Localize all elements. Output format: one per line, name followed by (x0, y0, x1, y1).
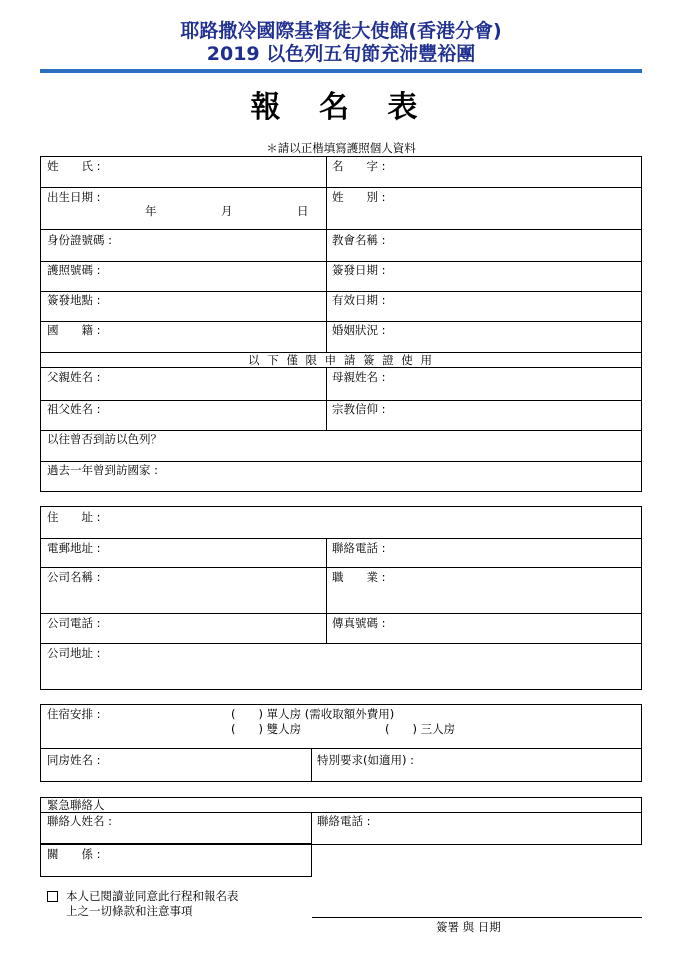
emergency-contact-phone-field[interactable]: 聯絡電話 : (317, 814, 371, 828)
company-phone-field[interactable]: 公司電話 : (47, 616, 101, 630)
passport-number-field[interactable]: 護照號碼 : (47, 263, 101, 277)
agreement-text-line2: 上之一切條款和注意事項 (66, 904, 193, 918)
single-room-option[interactable]: ( ) 單人房 (需收取額外費用) (231, 707, 395, 721)
form-title: 報 名 表 (250, 90, 432, 125)
visa-only-heading: 以 下 僅 限 申 請 簽 證 使 用 (248, 353, 434, 367)
fax-field[interactable]: 傳真號碼 : (332, 616, 386, 630)
header-rule (40, 69, 642, 73)
signature-line[interactable] (312, 917, 642, 918)
dob-month-label: 月 (221, 204, 233, 218)
dob-day-label: 日 (297, 204, 309, 218)
instruction-note: ＊請以正楷填寫護照個人資料 (266, 141, 416, 155)
id-number-field[interactable]: 身份證號碼 : (47, 233, 113, 247)
date-of-birth-field[interactable]: 出生日期 : (47, 190, 101, 204)
dob-year-label: 年 (145, 204, 157, 218)
trip-title: 2019 以色列五旬節充沛豐裕團 (206, 43, 476, 65)
accommodation-table (40, 704, 642, 782)
contact-info-table (40, 506, 642, 690)
agreement-text-line1: 本人已閱讀並同意此行程和報名表 (66, 889, 239, 903)
issue-date-field[interactable]: 簽發日期 : (332, 263, 386, 277)
company-address-field[interactable]: 公司地址 : (47, 646, 101, 660)
email-field[interactable]: 電郵地址 : (47, 541, 101, 555)
agreement-checkbox[interactable] (47, 891, 58, 902)
special-request-field[interactable]: 特別要求(如適用) : (317, 753, 415, 767)
triple-room-option[interactable]: ( ) 三人房 (385, 722, 456, 736)
relationship-box (40, 843, 312, 877)
emergency-contact-table (40, 797, 642, 845)
occupation-field[interactable]: 職 業 : (332, 570, 386, 584)
signature-date-label: 簽署 與 日期 (436, 920, 501, 934)
accommodation-label: 住宿安排 : (47, 707, 101, 721)
relationship-field[interactable]: 關 係 : (47, 847, 101, 861)
emergency-contact-name-field[interactable]: 聯絡人姓名 : (47, 814, 113, 828)
double-room-option[interactable]: ( ) 雙人房 (231, 722, 302, 736)
father-name-field[interactable]: 父親姓名 : (47, 370, 101, 384)
expiry-date-field[interactable]: 有效日期 : (332, 293, 386, 307)
church-name-field[interactable]: 教會名稱 : (332, 233, 386, 247)
contact-phone-field[interactable]: 聯絡電話 : (332, 541, 386, 555)
emergency-contact-title: 緊急聯絡人 (47, 798, 105, 812)
marital-status-field[interactable]: 婚姻狀況 : (332, 323, 386, 337)
organization-title: 耶路撒冷國際基督徒大使館(香港分會) (180, 20, 502, 42)
countries-visited-field[interactable]: 過去一年曾到訪國家 : (47, 463, 159, 477)
issue-place-field[interactable]: 簽發地點 : (47, 293, 101, 307)
grandfather-name-field[interactable]: 祖父姓名 : (47, 402, 101, 416)
nationality-field[interactable]: 國 籍 : (47, 323, 101, 337)
gender-field[interactable]: 姓 別 : (332, 190, 386, 204)
company-name-field[interactable]: 公司名稱 : (47, 570, 101, 584)
roommate-name-field[interactable]: 同房姓名 : (47, 753, 101, 767)
address-field[interactable]: 住 址 : (47, 510, 101, 524)
visited-israel-field[interactable]: 以往曾否到訪以色列？ (47, 432, 162, 446)
given-name-field[interactable]: 名 字 : (332, 159, 386, 173)
personal-info-table (40, 156, 642, 492)
religion-field[interactable]: 宗教信仰 : (332, 402, 386, 416)
surname-field[interactable]: 姓 氏 : (47, 159, 101, 173)
mother-name-field[interactable]: 母親姓名 : (332, 370, 386, 384)
